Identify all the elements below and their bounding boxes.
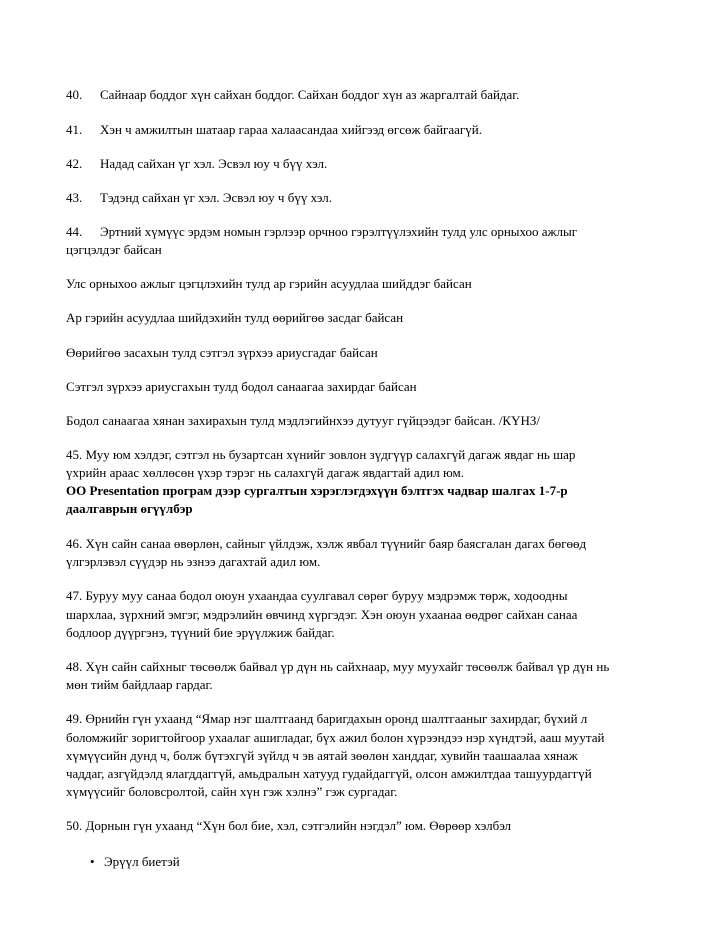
item-49-line-2: боломжийг зоригтойгоор ухаалаг ашигладаг, бүх ажил болон хүрээндээ нэр хүндтэй, ааш муутай <box>66 730 605 745</box>
bullet-text: Эрүүл биетэй <box>104 854 180 869</box>
item-text: Хэн ч амжилтын шатаар гараа халаасандаа хийгээд өгсөж байгаагүй. <box>100 122 482 137</box>
item-45-line-2: үхрийн араас хөллөсөн үхэр тэрэг нь салахгүй дагаж явдагтай адил юм. <box>66 465 465 480</box>
item-number: 42. <box>66 156 83 171</box>
paragraph-2: Ар гэрийн асуудлаа шийдэхийн тулд өөрийгөө засдаг байсан <box>66 310 404 325</box>
bullet-icon: • <box>90 854 95 869</box>
item-text: Эртний хүмүүс эрдэм номын гэрлээр орчноо гэрэлтүүлэхийн тулд улс орныхоо ажлыг <box>100 224 578 239</box>
item-49-line-4: чаддаг, азгүйдэлд ялагддаггүй, амьдралын хатууд гудайдаггүй, олсон амжилтдаа ташуурдаггүй <box>66 766 592 781</box>
item-43 <box>66 189 332 207</box>
item-44-line-2: цэгцэлдэг байсан <box>66 242 162 257</box>
item-number: 44. <box>66 224 83 239</box>
item-42 <box>66 155 327 173</box>
item-48-line-1: 48. Хүн сайн сайхныг төсөөлж байвал үр дүн нь сайхнаар, муу муухайг төсөөлж байвал үр дүн нь <box>66 659 610 674</box>
item-text: Надад сайхан үг хэл. Эсвэл юу ч бүү хэл. <box>100 156 328 171</box>
bullet-list-item <box>90 853 180 871</box>
item-text: Тэдэнд сайхан үг хэл. Эсвэл юу ч бүү хэл. <box>100 190 332 205</box>
item-49-line-3: хүмүүсийн дунд ч, болж бүтэхгүй зүйлд ч эв аятай зөөлөн ханддаг, хувийн таашаалаа хянаж <box>66 748 578 763</box>
item-47-line-3: бодлоор дүүргэнэ, түүний бие эрүүлжиж байдаг. <box>66 625 335 640</box>
item-49-line-1: 49. Өрнийн гүн ухаанд “Ямар нэг шалтгаанд баригдахын оронд шалтгааныг захирдаг, бүхий л <box>66 711 588 726</box>
item-46-line-2: үлгэрлэвэл сүүдэр нь эзнээ дагахтай адил юм. <box>66 554 321 569</box>
item-number: 40. <box>66 87 83 102</box>
item-49-line-5: хүмүүсийг боловсролтой, сайн хүн гэж хэлнэ” гэж сургадаг. <box>66 784 398 799</box>
item-47-line-1: 47. Буруу муу санаа бодол оюун ухаандаа суулгавал сөрөг буруу мэдрэмж төрж, ходоодны <box>66 588 568 603</box>
item-number: 41. <box>66 122 83 137</box>
paragraph-1: Улс орныхоо ажлыг цэгцлэхийн тулд ар гэрийн асуудлаа шийддэг байсан <box>66 276 472 291</box>
paragraph-3: Өөрийгөө засахын тулд сэтгэл зүрхээ ариусгадаг байсан <box>66 345 378 360</box>
item-text: Сайнаар боддог хүн сайхан боддог. Сайхан боддог хүн аз жаргалтай байдаг. <box>100 87 520 102</box>
item-41 <box>66 121 482 139</box>
item-48-line-2: мөн тийм байдлаар гардаг. <box>66 677 213 692</box>
item-44-line-1 <box>66 223 577 241</box>
item-47-line-2: шархлаа, зүрхний эмгэг, мэдрэлийн өвчинд хүргэдэг. Хэн оюун ухаанаа өөдрөг сайхан санаа <box>66 607 578 622</box>
paragraph-4: Сэтгэл зүрхээ ариусгахын тулд бодол санаагаа захирдаг байсан <box>66 379 417 394</box>
section-heading-line-2: даалгаврын өгүүлбэр <box>66 501 193 516</box>
item-45-line-1: 45. Муу юм хэлдэг, сэтгэл нь бузартсан хүнийг зовлон зүдгүүр салахгүй дагаж явдаг нь шар <box>66 447 576 462</box>
item-40 <box>66 86 519 104</box>
section-heading-line-1: ОО Presentation програм дээр сургалтын хэрэглэгдэхүүн бэлтгэх чадвар шалгах 1-7-р <box>66 483 568 498</box>
paragraph-5: Бодол санаагаа хянан захирахын тулд мэдлэгийнхээ дутууг гүйцээдэг байсан. /КҮНЗ/ <box>66 413 540 428</box>
item-number: 43. <box>66 190 83 205</box>
item-46-line-1: 46. Хүн сайн санаа өвөрлөн, сайныг үйлдэж, хэлж явбал түүнийг баяр баясгалан дагах бөгөөд <box>66 536 587 551</box>
item-50: 50. Дорнын гүн ухаанд “Хүн бол бие, хэл, сэтгэлийн нэгдэл” юм. Өөрөөр хэлбэл <box>66 818 512 833</box>
